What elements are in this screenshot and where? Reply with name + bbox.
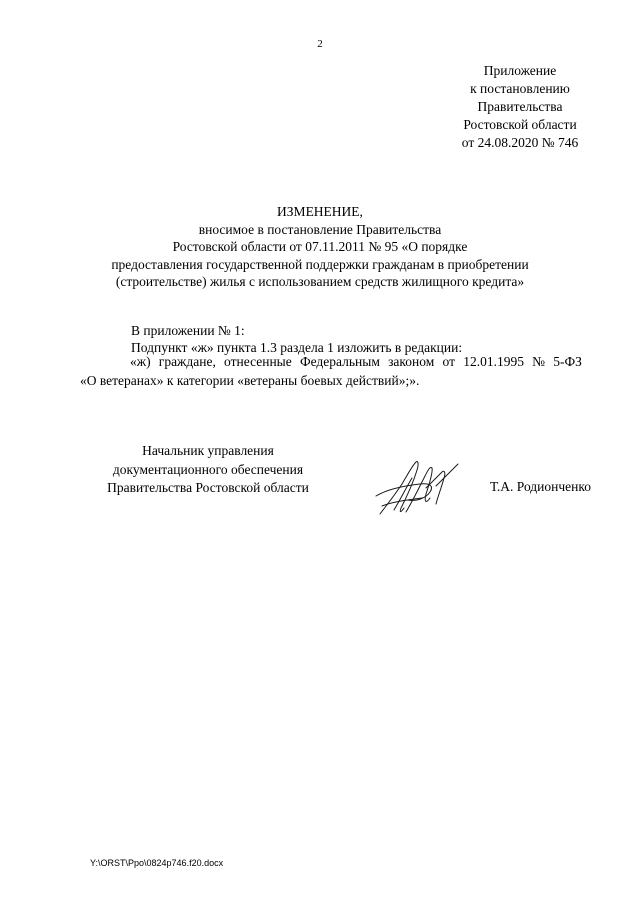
title-line: вносимое в постановление Правительства <box>198 221 442 237</box>
body-paragraph-3-line-1 <box>130 354 582 370</box>
word: Федеральным <box>299 354 380 369</box>
appendix-line: Правительства <box>477 99 563 114</box>
position-line: Начальник управления <box>142 443 274 458</box>
word: отнесенные <box>224 354 292 369</box>
appendix-line: Ростовской области <box>463 117 577 132</box>
word: 5-ФЗ <box>553 354 582 369</box>
title-line: предоставления государственной поддержки гражданам в приобретении <box>111 256 529 272</box>
appendix-header <box>450 62 590 152</box>
word: 12.01.1995 <box>463 354 524 369</box>
document-title <box>60 203 580 291</box>
title-heading: ИЗМЕНЕНИЕ, <box>277 204 363 219</box>
title-line: (строительстве) жилья с использованием средств жилищного кредита» <box>115 274 525 290</box>
signer-name: Т.А. Родионченко <box>490 479 591 494</box>
word: № <box>532 354 546 369</box>
handwritten-signature <box>372 456 468 518</box>
word: законом <box>388 354 435 369</box>
appendix-line: от 24.08.2020 № 746 <box>461 135 579 150</box>
body-paragraph-2: Подпункт «ж» пункта 1.3 раздела 1 изложить в редакции: <box>131 340 463 355</box>
word: граждане, <box>158 354 216 369</box>
file-path: Y:\ORST\Ppo\0824p746.f20.docx <box>90 858 224 868</box>
page-number: 2 <box>317 38 323 50</box>
signer-position <box>78 442 338 498</box>
appendix-line: Приложение <box>483 63 557 78</box>
title-line: Ростовской области от 07.11.2011 № 95 «О порядке <box>172 239 468 255</box>
position-line: Правительства Ростовской области <box>107 480 309 495</box>
body-paragraph-1: В приложении № 1: <box>131 323 245 338</box>
body-paragraph-3-line-2: «О ветеранах» к категории «ветераны боевых действий»;». <box>80 373 420 388</box>
position-line: документационного обеспечения <box>112 461 304 477</box>
appendix-line: к постановлению <box>470 81 570 96</box>
word: «ж) <box>130 354 151 369</box>
word: от <box>442 354 455 369</box>
